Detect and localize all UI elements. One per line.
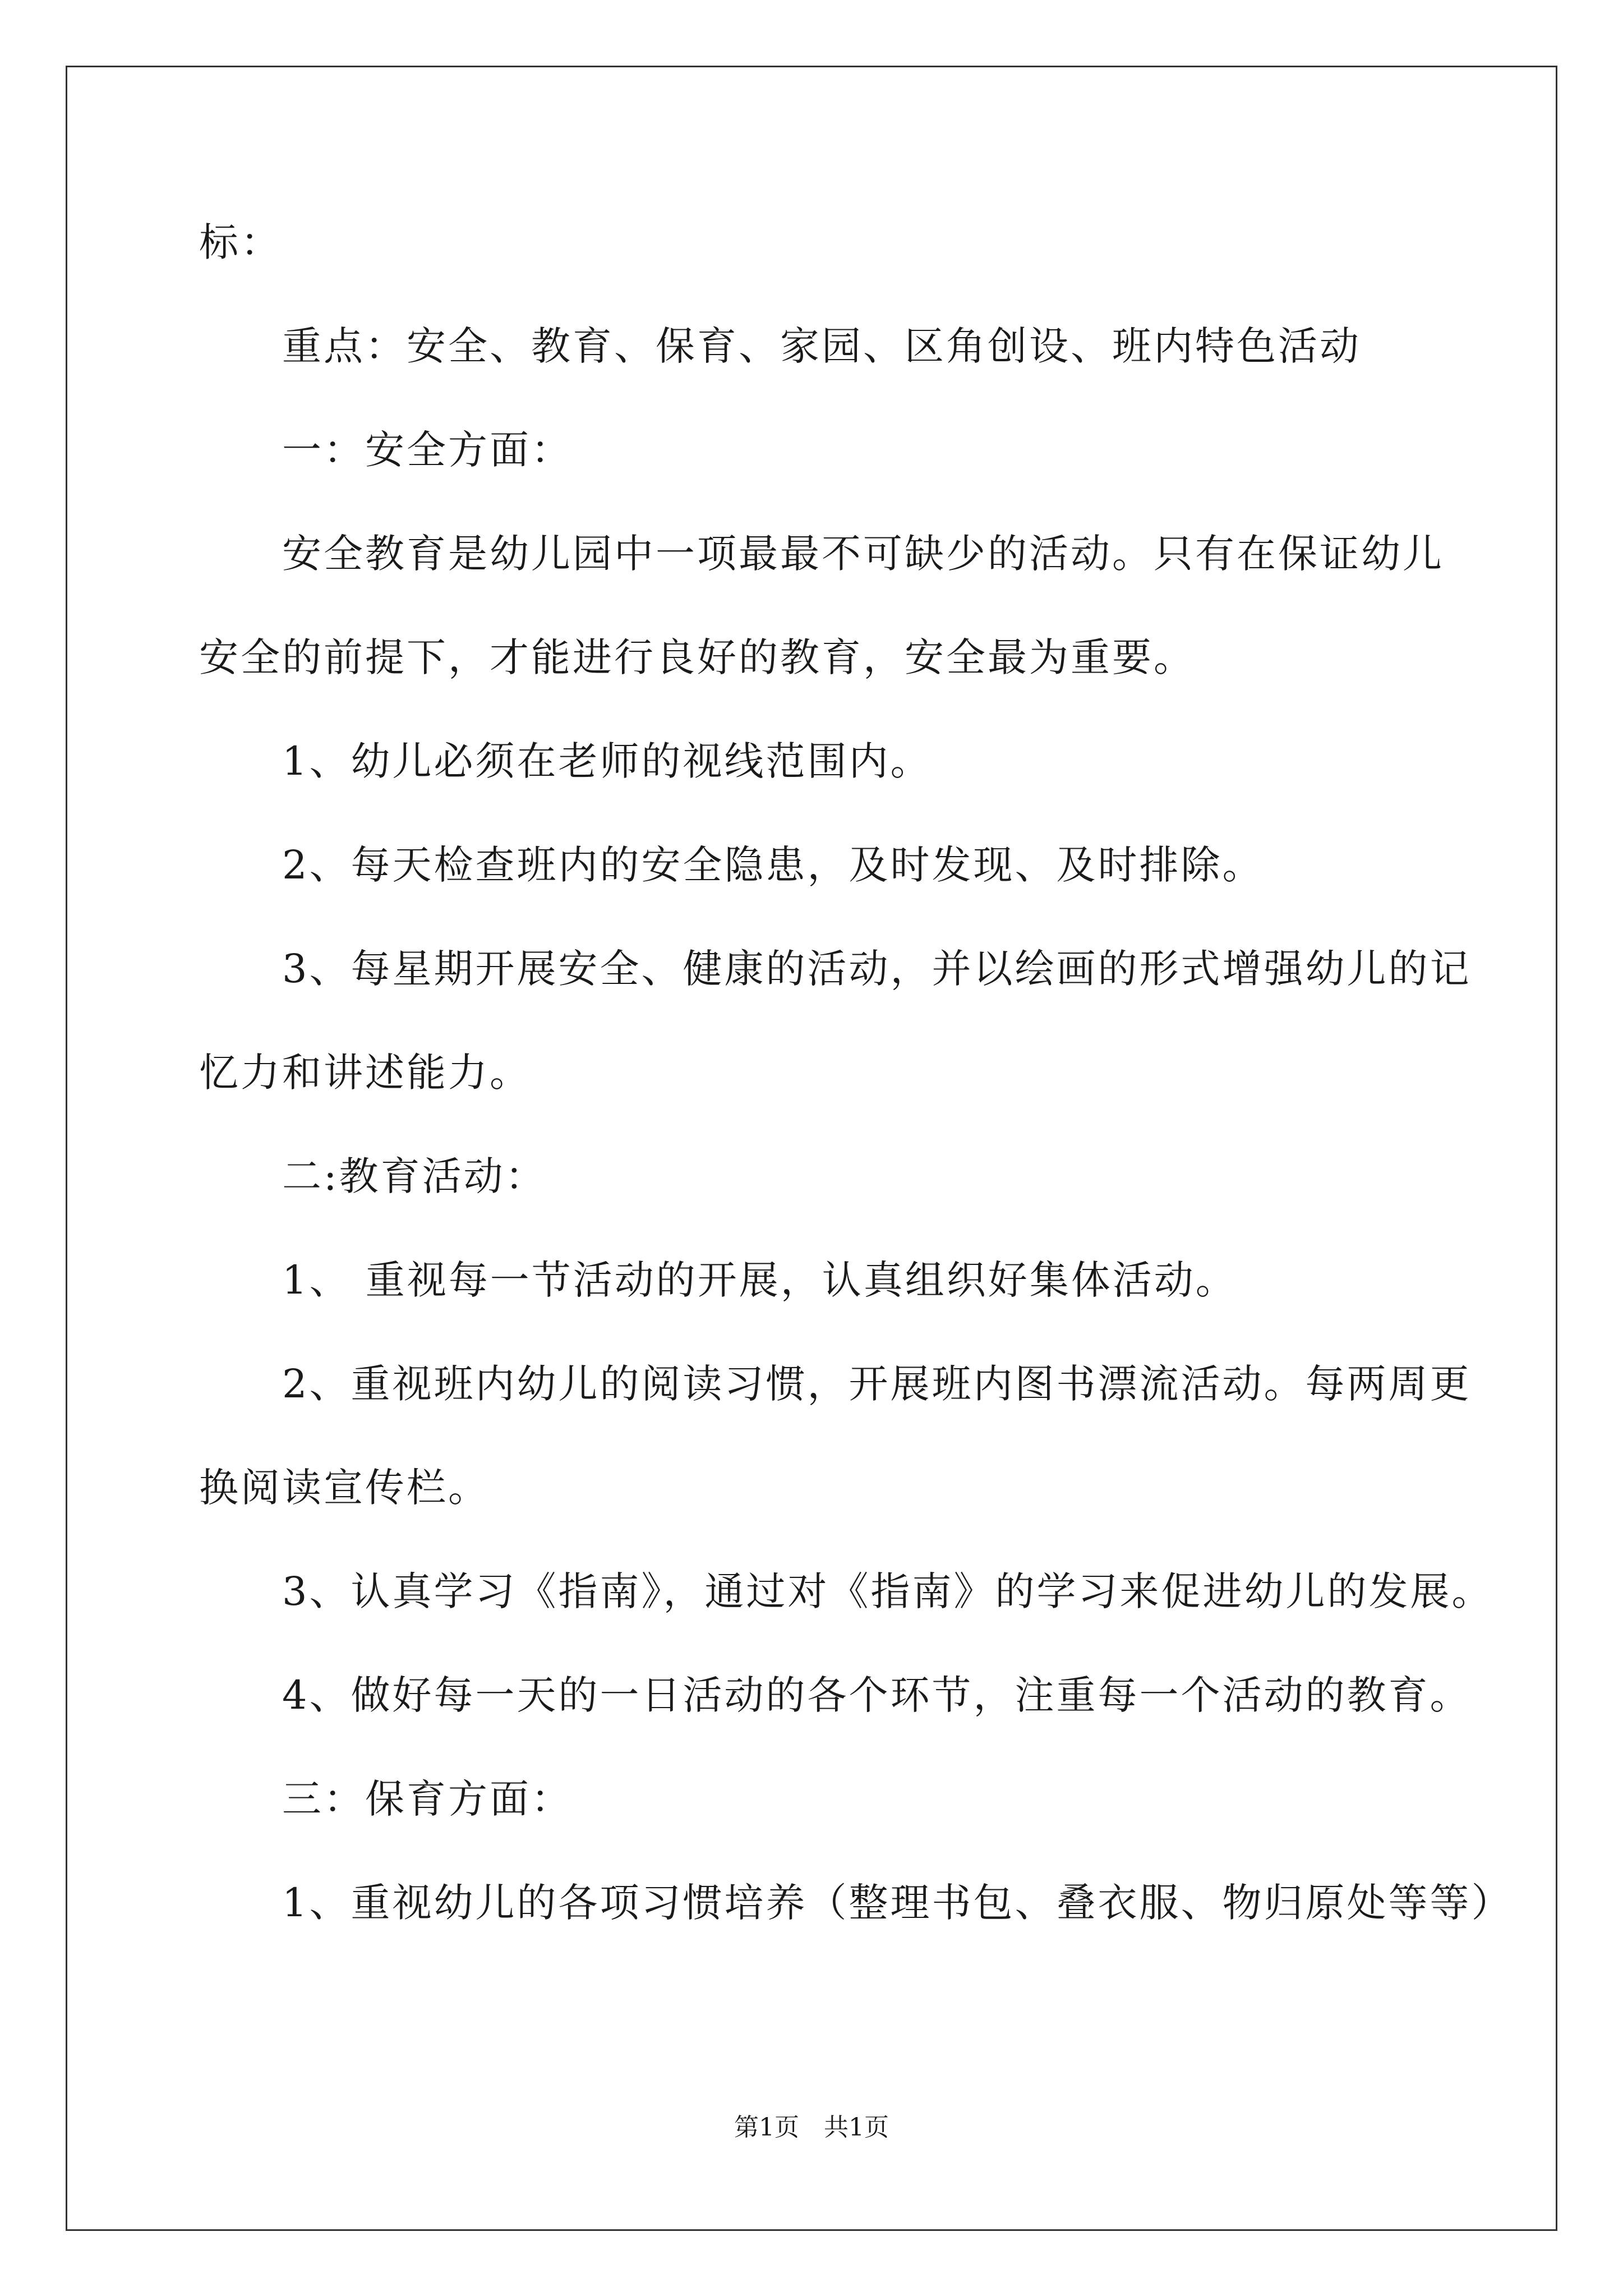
section-heading-safety: 一：安全方面： xyxy=(282,427,573,473)
paragraph-fragment: 标： xyxy=(199,219,282,265)
paragraph-continuation: 安全的前提下，才能进行良好的教育，安全最为重要。 xyxy=(199,634,1195,680)
paragraph: 安全教育是幼儿园中一项最最不可缺少的活动。只有在保证幼儿 xyxy=(282,531,1444,577)
list-item-continuation: 换阅读宣传栏。 xyxy=(199,1465,490,1511)
list-item: 1、重视幼儿的各项习惯培养（整理书包、叠衣服、物归原处等等） xyxy=(282,1880,1513,1926)
list-item: 4、做好每一天的一日活动的各个环节，注重每一个活动的教育。 xyxy=(282,1672,1472,1718)
section-heading-education: 二:教育活动： xyxy=(282,1153,547,1199)
list-item: 3、每星期开展安全、健康的活动，并以绘画的形式增强幼儿的记 xyxy=(282,946,1472,992)
list-item-continuation: 忆力和讲述能力。 xyxy=(199,1050,531,1096)
section-heading-care: 三：保育方面： xyxy=(282,1776,573,1822)
list-item: 2、重视班内幼儿的阅读习惯，开展班内图书漂流活动。每两周更 xyxy=(282,1361,1472,1407)
page-footer xyxy=(0,2111,1623,2145)
key-points-paragraph: 重点：安全、教育、保育、家园、区角创设、班内特色活动 xyxy=(282,323,1361,369)
list-item: 3、认真学习《指南》，通过对《指南》的学习来促进幼儿的发展。 xyxy=(282,1568,1493,1614)
document-body xyxy=(199,191,1513,1955)
page-number: 第1页 xyxy=(734,2113,799,2142)
list-item: 1、 重视每一节活动的开展，认真组织好集体活动。 xyxy=(282,1257,1237,1303)
list-item: 1、幼儿必须在老师的视线范围内。 xyxy=(282,738,932,784)
total-pages: 共1页 xyxy=(824,2113,889,2142)
list-item: 2、每天检查班内的安全隐患，及时发现、及时排除。 xyxy=(282,842,1264,888)
